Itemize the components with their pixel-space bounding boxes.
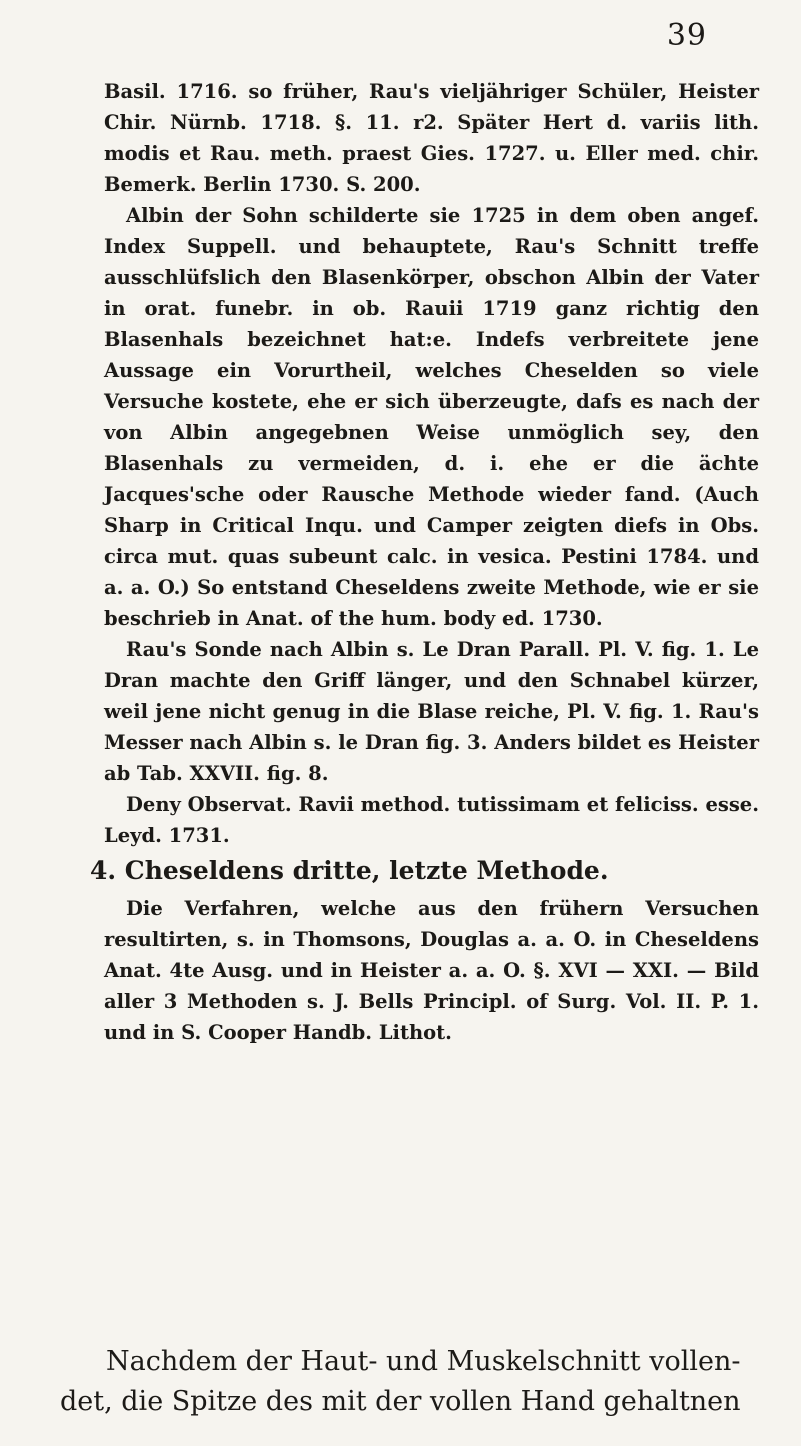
- main-text: [90, 76, 759, 1048]
- closing-line-2: det, die Spitze des mit der vollen Hand gehaltnen: [60, 1386, 741, 1417]
- section-heading: 4. Cheseldens dritte, letzte Methode.: [90, 856, 609, 885]
- paragraph-5: Die Verfahren, welche aus den frühern Versuchen resultirten, s. in Thomsons, Douglas a. a. O. in Cheseldens Anat. 4te Ausg. und in Heister a. a. O. §. XVI — XXI. — Bild aller 3 Methoden s. J. Bells Principl. of Surg. Vol. II. P. 1. und in S. Cooper Handb. Lithot.: [104, 897, 759, 1044]
- page-number: 39: [666, 18, 707, 53]
- paragraph-4: Deny Observat. Ravii method. tutissimam et feliciss. esse. Leyd. 1731.: [104, 793, 759, 847]
- paragraph-3: Rau's Sonde nach Albin s. Le Dran Parall. Pl. V. fig. 1. Le Dran machte den Griff länger, und den Schnabel kürzer, weil jene nicht genug in die Blase reiche, Pl. V. fig. 1. Rau's Messer nach Albin s. le Dran fig. 3. Anders bildet es Heister ab Tab. XXVII. fig. 8.: [104, 638, 759, 785]
- paragraph-1: Basil. 1716. so früher, Rau's vieljähriger Schüler, Heister Chir. Nürnb. 1718. §. 11. r2. Später Hert d. variis lith. modis et Rau. meth. praest Gies. 1727. u. Eller med. chir. Bemerk. Berlin 1730. S. 200.: [104, 80, 759, 196]
- paragraph-2: Albin der Sohn schilderte sie 1725 in dem oben angef. Index Suppell. und behauptete, Rau's Schnitt treffe ausschlüfslich den Blasenkörper, obschon Albin der Vater in orat. funebr. in ob. Rauii 1719 ganz richtig den Blasenhals bezeichnet hat:e. Indefs verbreitete jene Aussage ein Vorurtheil, welches Cheselden so viele Versuche kostete, ehe er sich überzeugte, dafs es nach der von Albin angegebnen Weise unmöglich sey, den Blasenhals zu vermeiden, d. i. ehe er die ächte Jacques'sche oder Rausche Methode wieder fand. (Auch Sharp in Critical Inqu. und Camper zeigten diefs in Obs. circa mut. quas subeunt calc. in vesica. Pestini 1784. und a. a. O.) So entstand Cheseldens zweite Methode, wie er sie beschrieb in Anat. of the hum. body ed. 1730.: [104, 204, 759, 630]
- closing-line-1: Nachdem der Haut- und Muskelschnitt vollen-: [106, 1346, 741, 1377]
- closing-text: [60, 1342, 762, 1422]
